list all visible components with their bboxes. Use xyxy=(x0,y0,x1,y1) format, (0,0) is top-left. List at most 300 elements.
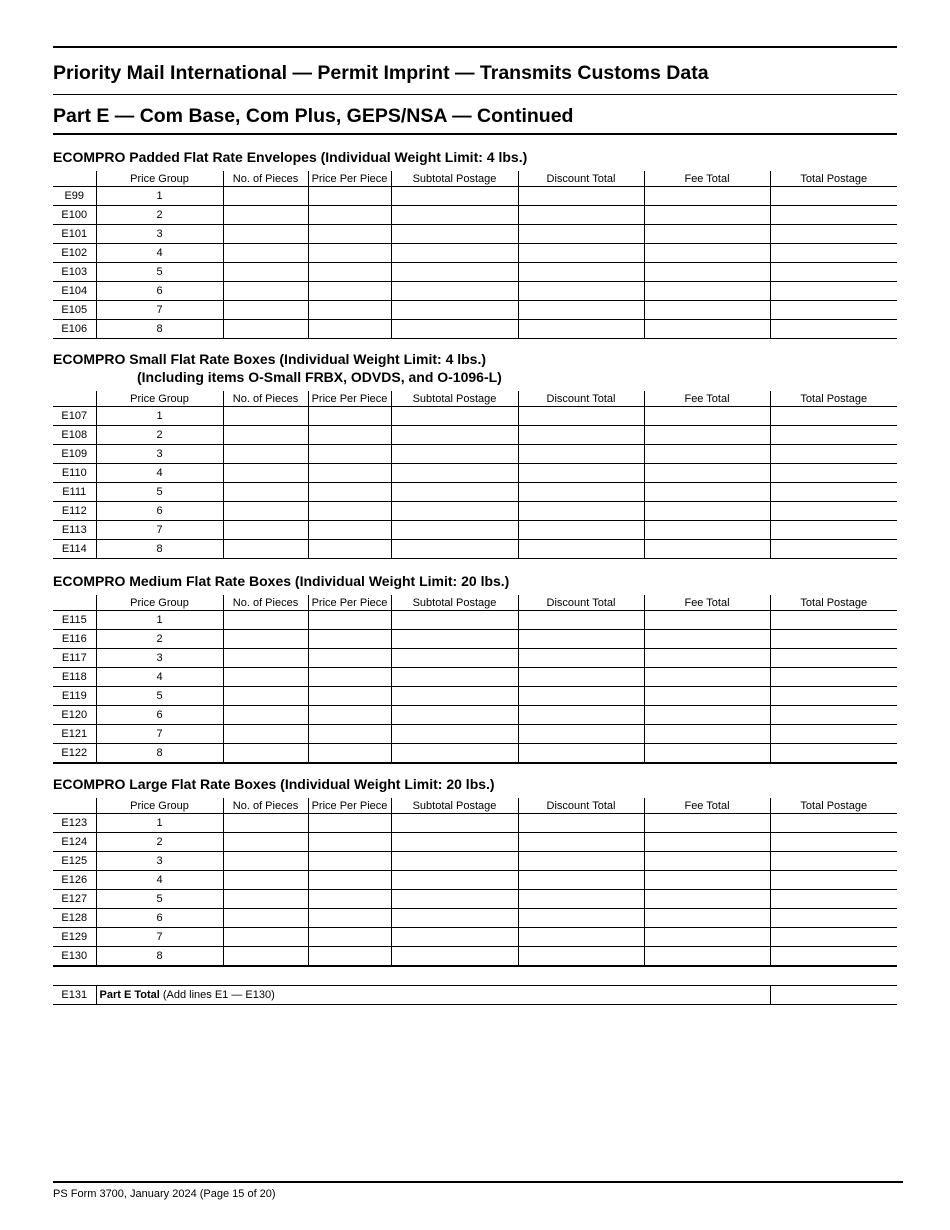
fee-total-input[interactable] xyxy=(644,521,770,540)
column-header xyxy=(53,798,96,814)
no-of-pieces-input[interactable] xyxy=(223,725,308,744)
column-header: Total Postage xyxy=(770,595,897,611)
total-postage-input[interactable] xyxy=(770,706,897,725)
no-of-pieces-input[interactable] xyxy=(223,225,308,244)
price-group: 4 xyxy=(96,871,223,890)
subtotal-postage-input[interactable] xyxy=(391,263,518,282)
subtotal-postage-input[interactable] xyxy=(391,852,518,871)
discount-total-input[interactable] xyxy=(518,244,644,263)
fee-total-input[interactable] xyxy=(644,833,770,852)
table-row xyxy=(53,540,897,559)
price-per-piece-input[interactable] xyxy=(308,649,391,668)
discount-total-input[interactable] xyxy=(518,187,644,206)
price-per-piece-input[interactable] xyxy=(308,871,391,890)
subtotal-postage-input[interactable] xyxy=(391,833,518,852)
line-number: E127 xyxy=(53,890,96,909)
total-postage-input[interactable] xyxy=(770,928,897,947)
total-postage-input[interactable] xyxy=(770,890,897,909)
discount-total-input[interactable] xyxy=(518,206,644,225)
no-of-pieces-input[interactable] xyxy=(223,706,308,725)
price-per-piece-input[interactable] xyxy=(308,744,391,764)
subtotal-postage-input[interactable] xyxy=(391,407,518,426)
price-per-piece-input[interactable] xyxy=(308,928,391,947)
table-row xyxy=(53,706,897,725)
fee-total-input[interactable] xyxy=(644,464,770,483)
price-per-piece-input[interactable] xyxy=(308,540,391,559)
price-group: 2 xyxy=(96,426,223,445)
price-group: 3 xyxy=(96,225,223,244)
no-of-pieces-input[interactable] xyxy=(223,611,308,630)
column-header: Fee Total xyxy=(644,391,770,407)
price-per-piece-input[interactable] xyxy=(308,502,391,521)
line-number: E106 xyxy=(53,320,96,339)
price-per-piece-input[interactable] xyxy=(308,852,391,871)
section-small-boxes xyxy=(53,350,897,559)
column-header: Price Per Piece xyxy=(308,391,391,407)
price-group: 7 xyxy=(96,725,223,744)
page-title: Priority Mail International — Permit Imprint — Transmits Customs Data xyxy=(53,48,897,95)
no-of-pieces-input[interactable] xyxy=(223,909,308,928)
total-postage-input[interactable] xyxy=(770,744,897,764)
price-per-piece-input[interactable] xyxy=(308,521,391,540)
line-number: E103 xyxy=(53,263,96,282)
discount-total-input[interactable] xyxy=(518,814,644,833)
discount-total-input[interactable] xyxy=(518,445,644,464)
total-postage-input[interactable] xyxy=(770,263,897,282)
discount-total-input[interactable] xyxy=(518,833,644,852)
discount-total-input[interactable] xyxy=(518,725,644,744)
discount-total-input[interactable] xyxy=(518,426,644,445)
table-row xyxy=(53,445,897,464)
subtotal-postage-input[interactable] xyxy=(391,890,518,909)
price-per-piece-input[interactable] xyxy=(308,611,391,630)
subtotal-postage-input[interactable] xyxy=(391,282,518,301)
column-header: Price Per Piece xyxy=(308,171,391,187)
total-postage-input[interactable] xyxy=(770,187,897,206)
column-header: Subtotal Postage xyxy=(391,391,518,407)
no-of-pieces-input[interactable] xyxy=(223,833,308,852)
discount-total-input[interactable] xyxy=(518,928,644,947)
subtotal-postage-input[interactable] xyxy=(391,320,518,339)
price-per-piece-input[interactable] xyxy=(308,464,391,483)
no-of-pieces-input[interactable] xyxy=(223,483,308,502)
price-per-piece-input[interactable] xyxy=(308,263,391,282)
total-postage-input[interactable] xyxy=(770,630,897,649)
table-row xyxy=(53,187,897,206)
fee-total-input[interactable] xyxy=(644,540,770,559)
section-medium-boxes xyxy=(53,572,897,764)
subtotal-postage-input[interactable] xyxy=(391,611,518,630)
no-of-pieces-input[interactable] xyxy=(223,407,308,426)
subtotal-postage-input[interactable] xyxy=(391,244,518,263)
price-group: 3 xyxy=(96,445,223,464)
total-postage-input[interactable] xyxy=(770,320,897,339)
discount-total-input[interactable] xyxy=(518,540,644,559)
line-number: E123 xyxy=(53,814,96,833)
no-of-pieces-input[interactable] xyxy=(223,814,308,833)
no-of-pieces-input[interactable] xyxy=(223,928,308,947)
fee-total-input[interactable] xyxy=(644,301,770,320)
no-of-pieces-input[interactable] xyxy=(223,320,308,339)
no-of-pieces-input[interactable] xyxy=(223,445,308,464)
line-number: E118 xyxy=(53,668,96,687)
discount-total-input[interactable] xyxy=(518,407,644,426)
total-label-note: (Add lines E1 — E130) xyxy=(159,989,275,1001)
fee-total-input[interactable] xyxy=(644,407,770,426)
price-group: 1 xyxy=(96,187,223,206)
subtotal-postage-input[interactable] xyxy=(391,521,518,540)
subtotal-postage-input[interactable] xyxy=(391,725,518,744)
total-postage-input[interactable] xyxy=(770,225,897,244)
price-per-piece-input[interactable] xyxy=(308,407,391,426)
fee-total-input[interactable] xyxy=(644,947,770,967)
subtotal-postage-input[interactable] xyxy=(391,947,518,967)
line-number: E110 xyxy=(53,464,96,483)
subtotal-postage-input[interactable] xyxy=(391,483,518,502)
no-of-pieces-input[interactable] xyxy=(223,871,308,890)
price-group: 3 xyxy=(96,852,223,871)
column-header: Price Per Piece xyxy=(308,595,391,611)
line-number: E108 xyxy=(53,426,96,445)
total-postage-input[interactable] xyxy=(770,611,897,630)
subtotal-postage-input[interactable] xyxy=(391,540,518,559)
line-number: E121 xyxy=(53,725,96,744)
price-per-piece-input[interactable] xyxy=(308,725,391,744)
price-group: 5 xyxy=(96,890,223,909)
column-header: Fee Total xyxy=(644,171,770,187)
column-header: Fee Total xyxy=(644,798,770,814)
price-per-piece-input[interactable] xyxy=(308,890,391,909)
table-row xyxy=(53,244,897,263)
subtotal-postage-input[interactable] xyxy=(391,928,518,947)
column-header: No. of Pieces xyxy=(223,798,308,814)
discount-total-input[interactable] xyxy=(518,852,644,871)
price-group: 5 xyxy=(96,687,223,706)
section-title: ECOMPRO Medium Flat Rate Boxes (Individual Weight Limit: 20 lbs.) xyxy=(53,573,510,589)
no-of-pieces-input[interactable] xyxy=(223,263,308,282)
discount-total-input[interactable] xyxy=(518,649,644,668)
table-row xyxy=(53,521,897,540)
table-row xyxy=(53,649,897,668)
line-number: E112 xyxy=(53,502,96,521)
subtotal-postage-input[interactable] xyxy=(391,502,518,521)
total-postage-input[interactable] xyxy=(770,407,897,426)
fee-total-input[interactable] xyxy=(644,706,770,725)
price-per-piece-input[interactable] xyxy=(308,909,391,928)
total-postage-input[interactable] xyxy=(770,725,897,744)
line-number: E119 xyxy=(53,687,96,706)
line-number: E126 xyxy=(53,871,96,890)
column-header: No. of Pieces xyxy=(223,595,308,611)
column-header: Subtotal Postage xyxy=(391,171,518,187)
subtotal-postage-input[interactable] xyxy=(391,630,518,649)
price-per-piece-input[interactable] xyxy=(308,483,391,502)
total-postage-input[interactable] xyxy=(770,540,897,559)
no-of-pieces-input[interactable] xyxy=(223,852,308,871)
fee-total-input[interactable] xyxy=(644,282,770,301)
column-header: Price Group xyxy=(96,595,223,611)
rate-table xyxy=(53,171,897,339)
price-per-piece-input[interactable] xyxy=(308,244,391,263)
table-row xyxy=(53,301,897,320)
price-per-piece-input[interactable] xyxy=(308,947,391,967)
price-per-piece-input[interactable] xyxy=(308,833,391,852)
no-of-pieces-input[interactable] xyxy=(223,502,308,521)
table-row xyxy=(53,668,897,687)
price-per-piece-input[interactable] xyxy=(308,814,391,833)
no-of-pieces-input[interactable] xyxy=(223,521,308,540)
discount-total-input[interactable] xyxy=(518,668,644,687)
discount-total-input[interactable] xyxy=(518,263,644,282)
table-row xyxy=(53,225,897,244)
total-postage-input[interactable] xyxy=(770,668,897,687)
column-header: Total Postage xyxy=(770,171,897,187)
section-large-boxes xyxy=(53,775,897,967)
line-number: E115 xyxy=(53,611,96,630)
subtotal-postage-input[interactable] xyxy=(391,706,518,725)
table-row xyxy=(53,871,897,890)
total-postage-input[interactable] xyxy=(770,687,897,706)
line-number: E130 xyxy=(53,947,96,967)
price-per-piece-input[interactable] xyxy=(308,445,391,464)
total-postage-input[interactable] xyxy=(770,871,897,890)
total-postage-input[interactable] xyxy=(770,947,897,967)
table-row xyxy=(53,814,897,833)
total-postage-input[interactable] xyxy=(770,301,897,320)
price-group: 8 xyxy=(96,540,223,559)
column-header: Fee Total xyxy=(644,595,770,611)
column-header: Total Postage xyxy=(770,798,897,814)
discount-total-input[interactable] xyxy=(518,464,644,483)
fee-total-input[interactable] xyxy=(644,263,770,282)
no-of-pieces-input[interactable] xyxy=(223,890,308,909)
total-postage-input[interactable] xyxy=(770,206,897,225)
price-per-piece-input[interactable] xyxy=(308,687,391,706)
line-number: E117 xyxy=(53,649,96,668)
table-row xyxy=(53,852,897,871)
price-per-piece-input[interactable] xyxy=(308,320,391,339)
subtotal-postage-input[interactable] xyxy=(391,225,518,244)
discount-total-input[interactable] xyxy=(518,320,644,339)
subtotal-postage-input[interactable] xyxy=(391,445,518,464)
price-group: 1 xyxy=(96,814,223,833)
subtotal-postage-input[interactable] xyxy=(391,909,518,928)
table-body xyxy=(53,814,897,967)
section-padded-envelopes xyxy=(53,148,897,339)
line-number: E124 xyxy=(53,833,96,852)
part-e-total-row xyxy=(53,985,897,1005)
price-group: 4 xyxy=(96,668,223,687)
price-per-piece-input[interactable] xyxy=(308,706,391,725)
total-postage-input[interactable] xyxy=(770,282,897,301)
total-postage-input[interactable] xyxy=(770,464,897,483)
fee-total-input[interactable] xyxy=(644,744,770,764)
table-row xyxy=(53,483,897,502)
no-of-pieces-input[interactable] xyxy=(223,464,308,483)
total-postage-input[interactable] xyxy=(770,814,897,833)
table-row xyxy=(53,947,897,967)
fee-total-input[interactable] xyxy=(644,871,770,890)
no-of-pieces-input[interactable] xyxy=(223,744,308,764)
fee-total-input[interactable] xyxy=(644,852,770,871)
rate-table xyxy=(53,595,897,764)
fee-total-input[interactable] xyxy=(644,225,770,244)
fee-total-input[interactable] xyxy=(644,668,770,687)
discount-total-input[interactable] xyxy=(518,744,644,764)
discount-total-input[interactable] xyxy=(518,611,644,630)
no-of-pieces-input[interactable] xyxy=(223,649,308,668)
no-of-pieces-input[interactable] xyxy=(223,668,308,687)
price-per-piece-input[interactable] xyxy=(308,668,391,687)
price-per-piece-input[interactable] xyxy=(308,187,391,206)
column-header: No. of Pieces xyxy=(223,171,308,187)
subtotal-postage-input[interactable] xyxy=(391,649,518,668)
subtotal-postage-input[interactable] xyxy=(391,187,518,206)
fee-total-input[interactable] xyxy=(644,320,770,339)
column-header: No. of Pieces xyxy=(223,391,308,407)
fee-total-input[interactable] xyxy=(644,483,770,502)
price-per-piece-input[interactable] xyxy=(308,225,391,244)
price-per-piece-input[interactable] xyxy=(308,282,391,301)
price-group: 5 xyxy=(96,263,223,282)
no-of-pieces-input[interactable] xyxy=(223,301,308,320)
fee-total-input[interactable] xyxy=(644,502,770,521)
total-postage-input[interactable] xyxy=(770,521,897,540)
total-postage-input[interactable] xyxy=(770,483,897,502)
discount-total-input[interactable] xyxy=(518,301,644,320)
line-number: E120 xyxy=(53,706,96,725)
fee-total-input[interactable] xyxy=(644,928,770,947)
subtotal-postage-input[interactable] xyxy=(391,744,518,764)
price-per-piece-input[interactable] xyxy=(308,426,391,445)
table-row xyxy=(53,464,897,483)
fee-total-input[interactable] xyxy=(644,687,770,706)
no-of-pieces-input[interactable] xyxy=(223,282,308,301)
subtotal-postage-input[interactable] xyxy=(391,687,518,706)
fee-total-input[interactable] xyxy=(644,890,770,909)
no-of-pieces-input[interactable] xyxy=(223,206,308,225)
table-header-row xyxy=(53,798,897,814)
price-group: 8 xyxy=(96,744,223,764)
line-number: E125 xyxy=(53,852,96,871)
subtotal-postage-input[interactable] xyxy=(391,464,518,483)
total-postage-input[interactable] xyxy=(770,244,897,263)
fee-total-input[interactable] xyxy=(644,649,770,668)
no-of-pieces-input[interactable] xyxy=(223,244,308,263)
subtotal-postage-input[interactable] xyxy=(391,206,518,225)
no-of-pieces-input[interactable] xyxy=(223,630,308,649)
total-postage-input[interactable] xyxy=(770,445,897,464)
subtotal-postage-input[interactable] xyxy=(391,301,518,320)
price-group: 3 xyxy=(96,649,223,668)
total-label-bold: Part E Total xyxy=(99,989,160,1001)
section-title: ECOMPRO Large Flat Rate Boxes (Individual Weight Limit: 20 lbs.) xyxy=(53,776,495,792)
discount-total-input[interactable] xyxy=(518,871,644,890)
price-group: 7 xyxy=(96,928,223,947)
price-group: 6 xyxy=(96,282,223,301)
subtotal-postage-input[interactable] xyxy=(391,426,518,445)
fee-total-input[interactable] xyxy=(644,445,770,464)
price-per-piece-input[interactable] xyxy=(308,630,391,649)
no-of-pieces-input[interactable] xyxy=(223,947,308,967)
price-per-piece-input[interactable] xyxy=(308,301,391,320)
discount-total-input[interactable] xyxy=(518,521,644,540)
discount-total-input[interactable] xyxy=(518,706,644,725)
price-group: 6 xyxy=(96,909,223,928)
price-group: 2 xyxy=(96,206,223,225)
discount-total-input[interactable] xyxy=(518,947,644,967)
total-postage-input[interactable] xyxy=(770,833,897,852)
column-header: Subtotal Postage xyxy=(391,798,518,814)
line-number: E104 xyxy=(53,282,96,301)
table-row xyxy=(53,407,897,426)
line-number: E101 xyxy=(53,225,96,244)
table-row xyxy=(53,263,897,282)
discount-total-input[interactable] xyxy=(518,225,644,244)
subtotal-postage-input[interactable] xyxy=(391,814,518,833)
line-number: E128 xyxy=(53,909,96,928)
discount-total-input[interactable] xyxy=(518,502,644,521)
fee-total-input[interactable] xyxy=(644,187,770,206)
rate-table xyxy=(53,391,897,559)
subtotal-postage-input[interactable] xyxy=(391,871,518,890)
discount-total-input[interactable] xyxy=(518,890,644,909)
discount-total-input[interactable] xyxy=(518,909,644,928)
price-per-piece-input[interactable] xyxy=(308,206,391,225)
total-postage-input[interactable] xyxy=(770,852,897,871)
line-number: E114 xyxy=(53,540,96,559)
column-header: Subtotal Postage xyxy=(391,595,518,611)
line-number: E113 xyxy=(53,521,96,540)
no-of-pieces-input[interactable] xyxy=(223,687,308,706)
total-postage-input[interactable] xyxy=(770,909,897,928)
fee-total-input[interactable] xyxy=(644,611,770,630)
fee-total-input[interactable] xyxy=(644,244,770,263)
subtotal-postage-input[interactable] xyxy=(391,668,518,687)
table-body xyxy=(53,187,897,339)
table-row xyxy=(53,744,897,764)
line-number: E129 xyxy=(53,928,96,947)
section-title: ECOMPRO Small Flat Rate Boxes (Individual Weight Limit: 4 lbs.) xyxy=(53,351,487,367)
price-group: 2 xyxy=(96,833,223,852)
column-header: Discount Total xyxy=(518,798,644,814)
fee-total-input[interactable] xyxy=(644,725,770,744)
fee-total-input[interactable] xyxy=(644,630,770,649)
total-postage-input[interactable] xyxy=(770,502,897,521)
discount-total-input[interactable] xyxy=(518,282,644,301)
fee-total-input[interactable] xyxy=(644,206,770,225)
column-header: Price Group xyxy=(96,798,223,814)
fee-total-input[interactable] xyxy=(644,814,770,833)
price-group: 2 xyxy=(96,630,223,649)
total-postage-input[interactable] xyxy=(770,986,897,1005)
total-postage-input[interactable] xyxy=(770,649,897,668)
column-header: Price Per Piece xyxy=(308,798,391,814)
no-of-pieces-input[interactable] xyxy=(223,426,308,445)
column-header: Price Group xyxy=(96,391,223,407)
section-subtitle: (Including items O-Small FRBX, ODVDS, and O-1096-L) xyxy=(137,369,502,385)
no-of-pieces-input[interactable] xyxy=(223,540,308,559)
total-postage-input[interactable] xyxy=(770,426,897,445)
column-header xyxy=(53,171,96,187)
line-number: E105 xyxy=(53,301,96,320)
discount-total-input[interactable] xyxy=(518,630,644,649)
fee-total-input[interactable] xyxy=(644,909,770,928)
no-of-pieces-input[interactable] xyxy=(223,187,308,206)
fee-total-input[interactable] xyxy=(644,426,770,445)
discount-total-input[interactable] xyxy=(518,687,644,706)
discount-total-input[interactable] xyxy=(518,483,644,502)
